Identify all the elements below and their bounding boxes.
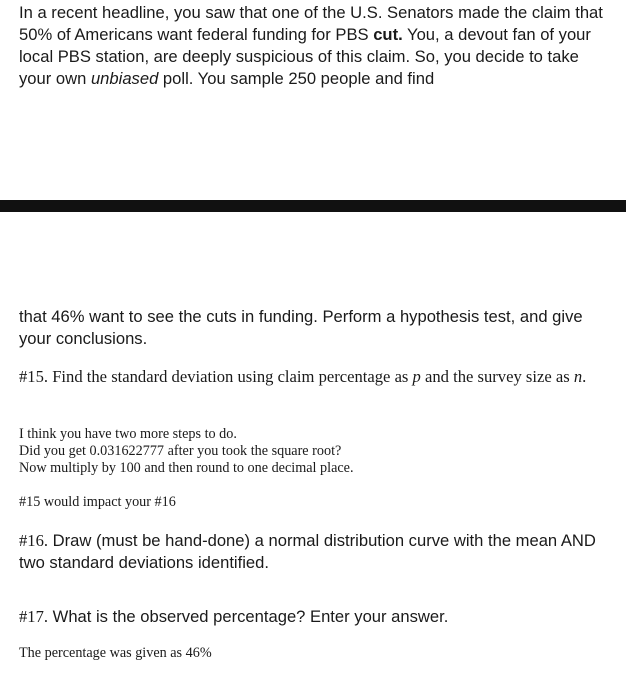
problem-continuation-paragraph: that 46% want to see the cuts in funding. Perform a hypothesis test, and give your conclusions. bbox=[19, 307, 583, 348]
black-divider-bar bbox=[0, 200, 626, 212]
question-16-number: #16. bbox=[19, 531, 49, 550]
question-15-note bbox=[19, 426, 612, 477]
intro-italic-word: unbiased bbox=[90, 69, 159, 88]
intro-text-part2: You, a devout fan of your local PBS station, are deeply suspicious of this claim. So, you decide to take your own bbox=[19, 25, 591, 88]
variable-p: p bbox=[412, 367, 421, 386]
problem-intro-paragraph bbox=[19, 2, 612, 90]
question-16 bbox=[19, 530, 612, 574]
intro-bold-word: cut. bbox=[373, 25, 403, 44]
question-15-text-c: . bbox=[582, 367, 587, 386]
intro-text-part3: poll. You sample 250 people and find bbox=[158, 69, 435, 88]
intro-text-part1: In a recent headline, you saw that one of the U.S. Senators made the claim that 50% of Americans want federal funding for PBS bbox=[19, 3, 603, 44]
question-15-number: #15. bbox=[19, 367, 49, 386]
question-16-text: Draw (must be hand-done) a normal distribution curve with the mean AND two standard deviations identified. bbox=[19, 531, 596, 572]
note-line: I think you have two more steps to do. bbox=[19, 426, 237, 442]
note-line: Now multiply by 100 and then round to one decimal place. bbox=[19, 460, 354, 476]
question-15 bbox=[19, 366, 612, 388]
question-17-number: #17. bbox=[19, 607, 49, 626]
question-15-text-b: and the survey size as bbox=[420, 367, 574, 386]
question-15-impact-note: #15 would impact your #16 bbox=[19, 494, 176, 510]
variable-n: n bbox=[573, 367, 583, 386]
question-17 bbox=[19, 606, 612, 628]
question-15-text-a: Find the standard deviation using claim percentage as bbox=[48, 367, 413, 386]
question-17-text: What is the observed percentage? Enter your answer. bbox=[48, 607, 449, 626]
question-17-note: The percentage was given as 46% bbox=[19, 645, 212, 661]
note-line: Did you get 0.031622777 after you took the square root? bbox=[19, 443, 342, 459]
